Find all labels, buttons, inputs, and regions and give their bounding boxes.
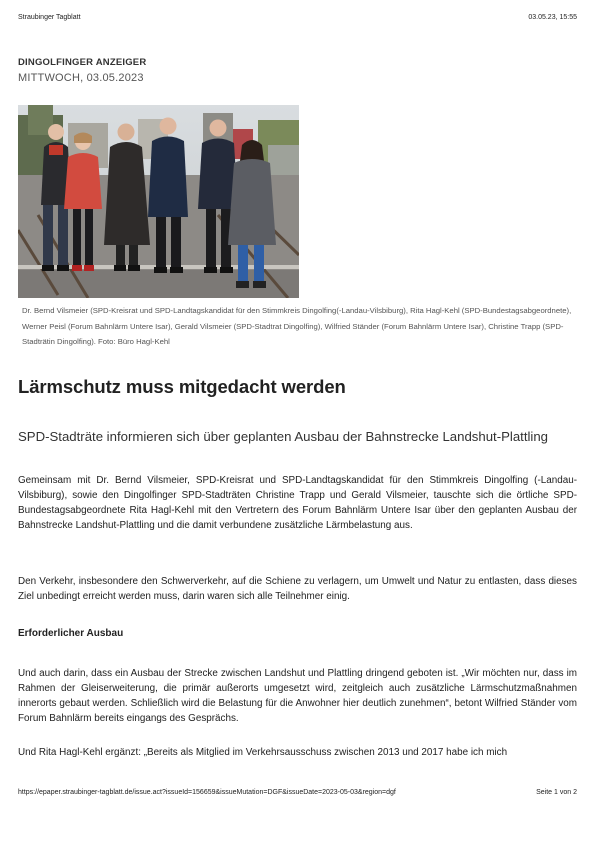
article-subheadline: SPD-Stadträte informieren sich über geplanten Ausbau der Bahnstrecke Landshut-Plattling xyxy=(18,429,549,444)
article-paragraph: Und Rita Hagl-Kehl ergänzt: „Bereits als Mitglied im Verkehrsausschuss zwischen 2013 und 2017 habe ich mich xyxy=(18,747,508,758)
article-photo xyxy=(18,105,299,298)
page-number: Seite 1 von 2 xyxy=(536,789,577,796)
article-paragraph: Und auch darin, dass ein Ausbau der Strecke zwischen Landshut und Plattling dringend geboten ist. „Wir möchten nur, dass im Rahmen der Gleiserweiterung, die primär außerorts umgesetzt wird, zeitgleich auch zusätzliche Lärmschutzmaßnahmen innerorts gebaut werden. Schließlich wird die Belastung für die Anwohner hier deutlich zunehmen“, betont Wilfried Ständer vom Forum Bahnlärm bereits eingangs des Gesprächs. xyxy=(18,668,577,724)
source-name: Straubinger Tagblatt xyxy=(18,14,81,21)
print-header xyxy=(18,14,577,26)
photo-caption: Dr. Bernd Vilsmeier (SPD-Kreisrat und SPD-Landtagskandidat für den Stimmkreis Dingolfing(-Landau-Vilsbiburg), Rita Hagl-Kehl (SPD-Bundestagsabgeordnete), Werner Peisl (Forum Bahnlärm Untere Isar), Gerald Vilsmeier (SPD-Stadtrat Dingolfing), Wilfried Ständer (Forum Bahnlärm Untere Isar), Christine Trapp (SPD-Stadträtin Dingolfing). Foto: Büro Hagl-Kehl xyxy=(22,306,572,346)
publication-date: MITTWOCH, 03.05.2023 xyxy=(18,72,144,84)
print-timestamp: 03.05.23, 15:55 xyxy=(528,14,577,21)
page-url: https://epaper.straubinger-tagblatt.de/issue.act?issueId=156659&issueMutation=DGF&issueDate=2023-05-03&region=dgf xyxy=(18,789,396,796)
article-headline: Lärmschutz muss mitgedacht werden xyxy=(18,376,346,397)
print-footer xyxy=(18,789,577,801)
article-paragraph: Den Verkehr, insbesondere den Schwerverkehr, auf die Schiene zu verlagern, um Umwelt und Natur zu entlasten, dass dieses Ziel unbedingt erreicht werden muss, darin waren sich alle Teilnehmer einig. xyxy=(18,576,577,602)
section-heading: Erforderlicher Ausbau xyxy=(18,628,124,639)
publication-name: DINGOLFINGER ANZEIGER xyxy=(18,57,147,68)
article-paragraph: Gemeinsam mit Dr. Bernd Vilsmeier, SPD-Kreisrat und SPD-Landtagskandidat für den Stimmkreis Dingolfing (-Landau-Vilsbiburg), sowie den Dingolfinger SPD-Stadträten Christine Trapp und Gerald Vilsmeier, tauschte sich die örtliche SPD-Bundestagsabgeordnete Rita Hagl-Kehl mit den Vertretern des Forum Bahnlärm Untere Isar über den geplanten Ausbau der Bahnstrecke Landshut-Plattling und die damit verbundene zusätzliche Lärmbelastung aus. xyxy=(18,475,577,531)
